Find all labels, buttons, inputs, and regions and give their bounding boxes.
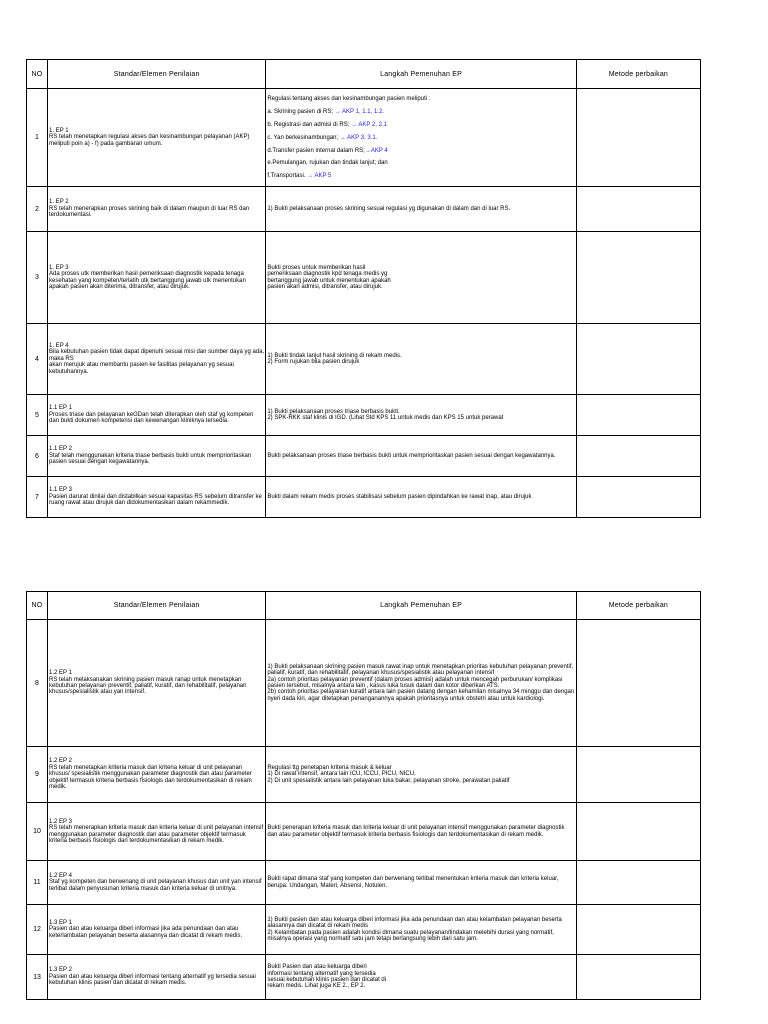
method-cell: [576, 187, 700, 232]
standard-cell: 1.1 EP 3 Pasien darurat dinilai dan distabilkan sesuai kapasitas RS sebelum ditransfer ke ruang rawat atau dirujuk dan didokumentasikan dalam rekammedik.: [48, 477, 266, 518]
row-number: 6: [27, 436, 48, 477]
step-line: d.Transfer pasien internal dalam RS;: [267, 147, 365, 154]
method-cell: [576, 803, 700, 861]
steps-cell: Regulasi ttg penetapan kriteria masuk & keluar 1) Di rawat intensif, antara lain ICU, ICCU, PICU, NICU. 2) Di unit spesialistik antara lain pelayanan luka bakar, pelayanan stroke, perawatan paliatif: [266, 747, 576, 803]
table-row: [27, 803, 701, 861]
standard-cell: 1.2 EP 2 RS telah menetapkan kriteria masuk dan kriteria keluar di unit pelayanan khusus/ spesialistik menggunakan parameter diagnostik dan atau parameter objektif termasuk kriteria berbasis fisiologis dan terdokumentasikan di rekam medik.: [48, 747, 266, 803]
steps-cell: 1) Bukti tindak lanjut hasil skrining di rekam medis. 2) Form rujukan bila pasien dirujuk: [266, 324, 576, 395]
method-cell: [576, 905, 700, 955]
row-number: 5: [27, 395, 48, 436]
row-number: 12: [27, 905, 48, 955]
table-row: [27, 861, 701, 905]
table-row: [27, 747, 701, 803]
akp-reference-link[interactable]: → AKP 2, 2.1: [351, 122, 387, 129]
row-number: 10: [27, 803, 48, 861]
method-cell: [576, 232, 700, 324]
method-cell: [576, 477, 700, 518]
row-number: 11: [27, 861, 48, 905]
table-row: [27, 905, 701, 955]
row-number: 2: [27, 187, 48, 232]
row-number: 1: [27, 89, 48, 187]
steps-cell: Bukti penerapan kriteria masuk dan kriteria keluar di unit pelayanan intensif menggunakan parameter diagnostik dan atau parameter objektif termasuk kriteria berbasis fisiologis dan terdokumentasikan di rekam medik.: [266, 803, 576, 861]
row-number: 8: [27, 620, 48, 747]
steps-cell: Bukti dalam rekam medis proses stabilisasi sebelum pasien dipindahkan ke rawat inap, atau dirujuk: [266, 477, 576, 518]
steps-cell: Bukti Pasien dan atau keluarga diberi informasi tentang alternatif yang tersedia sesuai kebutuhan klinis pasien dan dicatat di rekam medis. Lihat juga KE 2., EP 2.: [266, 955, 576, 1000]
table-row: [27, 395, 701, 436]
table-row: [27, 620, 701, 747]
assessment-table-1: [26, 59, 701, 518]
method-cell: [576, 747, 700, 803]
akp-reference-link[interactable]: →AKP 4: [364, 147, 388, 154]
table-header-row: [27, 60, 701, 89]
method-cell: [576, 395, 700, 436]
step-line: Regulasi tentang akses dan kesinambungan pasien meliputi :: [267, 96, 431, 103]
step-line: b. Registrasi dan admisi di RS;: [267, 122, 352, 129]
method-cell: [576, 436, 700, 477]
step-line: e.Pemulangan, rujukan dan tindak lanjut; dan: [267, 160, 388, 167]
table-header-row: [27, 592, 701, 620]
standard-cell: 1. EP 2 RS telah menerapkan proses skrining baik di dalam maupun di luar RS dan terdokumentasi.: [48, 187, 266, 232]
header-method: Metode perbaikan: [576, 60, 700, 89]
step-line: f.Transportasi.: [267, 173, 308, 180]
steps-cell: 1) Bukti pasien dan atau keluarga diberi informasi jika ada penundaan dan atau kelambatan pelayanan beserta alasannya dan dicatat di rekam medis 2) Kelambatan pada pasien adalah kondisi dimana suatu pelayanan/tindakan melebihi durasi yang normatif, misalnya operasi yang normatif satu jam tetapi berlangsung lebih dari satu jam.: [266, 905, 576, 955]
header-no: NO: [27, 592, 48, 620]
row-number: 4: [27, 324, 48, 395]
akp-reference-link[interactable]: → AKP 5: [307, 173, 332, 180]
row-number: 7: [27, 477, 48, 518]
assessment-table-2: [26, 591, 701, 1000]
steps-cell: [266, 89, 576, 187]
header-standard: Standar/Elemen Penilaian: [48, 60, 266, 89]
steps-cell: 1) Bukti pelaksanaan proses triase berbasis bukti. 2) SPK-RKK staf klinis di IGD. (Lihat Std KPS 11 untuk medis dan KPS 15 untuk perawat: [266, 395, 576, 436]
akp-reference-link[interactable]: → AKP 3, 3.1.: [339, 134, 378, 141]
row-number: 3: [27, 232, 48, 324]
akp-reference-link[interactable]: → AKP 1, 1.1, 1.2.: [334, 109, 384, 116]
method-cell: [576, 861, 700, 905]
header-steps: Langkah Pemenuhan EP: [266, 592, 576, 620]
steps-cell: 1) Bukti pelaksanaan proses skrining sesuai regulasi yg digunakan di dalam dan di luar RS.: [266, 187, 576, 232]
table-row: [27, 955, 701, 1000]
header-standard: Standar/Elemen Penilaian: [48, 592, 266, 620]
standard-cell: 1. EP 4 Bila kebutuhan pasien tidak dapat dipenuhi sesuai misi dan sumber daya yg ada, maka RS akan merujuk atau membantu pasien ke fasilitas pelayanan yg sesuai kebutuhannya.: [48, 324, 266, 395]
standard-cell: 1.3 EP 2 Pasien dan atau keluarga diberi informasi tentang alternatif yg tersedia sesuai kebutuhan klinis pasien dan dicatat di rekam medis.: [48, 955, 266, 1000]
standard-cell: 1.1 EP 2 Staf telah menggunakan kriteria triase berbasis bukti untuk memprioritaskan pasien sesuai dengan kegawatannya.: [48, 436, 266, 477]
method-cell: [576, 89, 700, 187]
standard-cell: 1.2 EP 4 Staf yg kompeten dan berwenang di unit pelayanan khusus dan unit yan intensif terlibat dalam penyusunan kriteria masuk dan kriteria keluar di unitnya.: [48, 861, 266, 905]
step-line: c. Yan berkesinambungan;: [267, 134, 340, 141]
method-cell: [576, 955, 700, 1000]
steps-cell: 1) Bukti pelaksanaan skrining pasien masuk rawat inap untuk menetapkan prioritas kebutuhan pelayanan preventif, paliatif, kuratif, dan rehabilitatif, pelayanan khusus/spesialistik atau pelayanan intensif 2a) contoh prioritas pelayanan preventif (dalam proses admisi) adalah untuk mencegah perburukan/ komplikasi pasien tersebut, misalnya antara lain , kasus luka tusuk dalam dan kotor diberikan ATS. 2b) contoh prioritas pelayanan kuratif antara lain pasien datang dengan kehamilan misalnya 34 minggu dan dengan nyeri dada kiri, agar ditetapkan penanganannya apakah prioritasnya untuk obstetri atau untuk kardiologi.: [266, 620, 576, 747]
standard-cell: 1.1 EP 1 Proses triase dan pelayanan keGDan telah diterapkan oleh staf yg kompeten dan bukti dokumen kompetensi dan kewenangan kliniknya tersedia.: [48, 395, 266, 436]
table-row: [27, 187, 701, 232]
row-number: 13: [27, 955, 48, 1000]
row-number: 9: [27, 747, 48, 803]
steps-cell: Bukti pelaksanaan proses triase berbasis bukti untuk memprioritaskan pasien sesuai dengan kegawatannya.: [266, 436, 576, 477]
steps-cell: Bukti proses untuk memberikan hasil pemeriksaan diagnostik kpd tenaga medis yg bertanggung jawab untuk menentukan apakah pasien akan admisi, ditransfer, atau dirujuk.: [266, 232, 576, 324]
header-no: NO: [27, 60, 48, 89]
table-row: [27, 477, 701, 518]
table-row: [27, 232, 701, 324]
table-row: [27, 89, 701, 187]
step-line: a. Skrining pasien di RS;: [267, 109, 335, 116]
standard-cell: 1. EP 3 Ada proses utk memberikan hasil pemeriksaan diagnostik kepada tenaga kesehatan yang kompeten/terlatih utk bertanggung jawab utk menentukan apakah pasien akan diterima, ditransfer, atau dirujuk.: [48, 232, 266, 324]
standard-cell: 1.2 EP 1 RS telah melaksanakan skrining pasien masuk ranap untuk menetapkan kebutuhan pelayanan preventif, paliatif, kuratif, dan rehabilitatif, pelayanan khusus/spesialistik atau yan intensif.: [48, 620, 266, 747]
table-row: [27, 324, 701, 395]
method-cell: [576, 620, 700, 747]
standard-cell: 1.3 EP 1 Pasien dan atau keluarga diberi informasi jika ada penundaan dan atau keterlambatan pelayanan beserta alasannya dan dicatat di rekam medis.: [48, 905, 266, 955]
table-row: [27, 436, 701, 477]
standard-cell: 1.2 EP 3 RS telah menerapkan kriteria masuk dan kriteria keluar di unit pelayanan intensif menggunakan parameter diagnostik dan atau parameter objektif termasuk kriteria berbasis fisiologis dan terdokumentasikan di rekam medik.: [48, 803, 266, 861]
standard-cell: 1. EP 1 RS telah menetapkan regulasi akses dan kesinambungan pelayanan (AKP) meliputi poin a) - f) pada gambaran umum.: [48, 89, 266, 187]
method-cell: [576, 324, 700, 395]
header-method: Metode perbaikan: [576, 592, 700, 620]
header-steps: Langkah Pemenuhan EP: [266, 60, 576, 89]
steps-cell: Bukti rapat dimana staf yang kompeten dan berwenang terlibat menentukan kriteria masuk dan kriteria keluar, berupa: Undangan, Materi, Absensi, Notulen.: [266, 861, 576, 905]
